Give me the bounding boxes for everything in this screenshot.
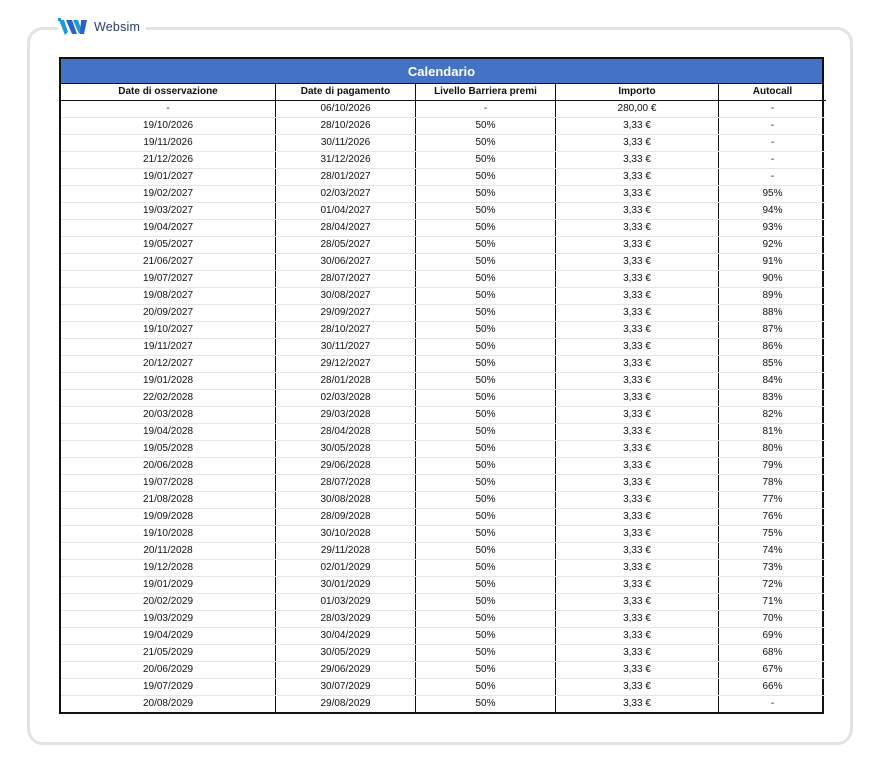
cell-payment-date: 28/10/2027 <box>276 322 416 339</box>
cell-barrier-level: 50% <box>416 356 556 373</box>
cell-amount: 3,33 € <box>556 186 719 203</box>
cell-observation-date: 21/06/2027 <box>61 254 276 271</box>
cell-amount: 3,33 € <box>556 441 719 458</box>
cell-payment-date: 30/05/2029 <box>276 645 416 662</box>
cell-amount: 280,00 € <box>556 101 719 118</box>
cell-barrier-level: 50% <box>416 424 556 441</box>
cell-observation-date: 19/01/2029 <box>61 577 276 594</box>
cell-barrier-level: 50% <box>416 577 556 594</box>
cell-barrier-level: 50% <box>416 305 556 322</box>
cell-autocall: 70% <box>719 611 827 628</box>
cell-autocall: 89% <box>719 288 827 305</box>
cell-autocall: - <box>719 169 827 186</box>
cell-barrier-level: 50% <box>416 220 556 237</box>
cell-payment-date: 30/10/2028 <box>276 526 416 543</box>
cell-barrier-level: 50% <box>416 662 556 679</box>
cell-autocall: 71% <box>719 594 827 611</box>
table-row <box>61 628 826 645</box>
cell-observation-date: 21/12/2026 <box>61 152 276 169</box>
col-header-payment-date: Date di pagamento <box>276 84 416 101</box>
cell-amount: 3,33 € <box>556 373 719 390</box>
cell-autocall: 86% <box>719 339 827 356</box>
cell-autocall: 90% <box>719 271 827 288</box>
table-row <box>61 526 826 543</box>
cell-observation-date: 19/04/2029 <box>61 628 276 645</box>
cell-barrier-level: 50% <box>416 135 556 152</box>
cell-autocall: 76% <box>719 509 827 526</box>
cell-autocall: - <box>719 696 827 713</box>
cell-observation-date: 19/07/2027 <box>61 271 276 288</box>
table-row <box>61 679 826 696</box>
cell-autocall: 79% <box>719 458 827 475</box>
table-header-row <box>61 84 826 101</box>
calendar-sheet <box>59 57 824 714</box>
cell-observation-date: 19/08/2027 <box>61 288 276 305</box>
cell-autocall: 83% <box>719 390 827 407</box>
cell-autocall: 87% <box>719 322 827 339</box>
cell-amount: 3,33 € <box>556 152 719 169</box>
cell-payment-date: 29/11/2028 <box>276 543 416 560</box>
cell-autocall: 82% <box>719 407 827 424</box>
cell-amount: 3,33 € <box>556 390 719 407</box>
cell-barrier-level: 50% <box>416 169 556 186</box>
cell-observation-date: 19/10/2027 <box>61 322 276 339</box>
col-header-observation-date: Date di osservazione <box>61 84 276 101</box>
cell-observation-date: 20/12/2027 <box>61 356 276 373</box>
cell-amount: 3,33 € <box>556 560 719 577</box>
table-row <box>61 169 826 186</box>
table-row <box>61 356 826 373</box>
brand-name: Websim <box>94 20 141 34</box>
cell-payment-date: 29/06/2028 <box>276 458 416 475</box>
cell-payment-date: 29/03/2028 <box>276 407 416 424</box>
cell-autocall: 67% <box>719 662 827 679</box>
cell-payment-date: 28/01/2027 <box>276 169 416 186</box>
cell-autocall: 75% <box>719 526 827 543</box>
cell-amount: 3,33 € <box>556 203 719 220</box>
cell-amount: 3,33 € <box>556 475 719 492</box>
cell-observation-date: 19/03/2027 <box>61 203 276 220</box>
cell-amount: 3,33 € <box>556 339 719 356</box>
cell-observation-date: 19/05/2028 <box>61 441 276 458</box>
cell-observation-date: 20/06/2029 <box>61 662 276 679</box>
cell-observation-date: 19/04/2027 <box>61 220 276 237</box>
table-row <box>61 577 826 594</box>
cell-payment-date: 29/09/2027 <box>276 305 416 322</box>
cell-autocall: 69% <box>719 628 827 645</box>
cell-autocall: 84% <box>719 373 827 390</box>
cell-payment-date: 29/12/2027 <box>276 356 416 373</box>
cell-barrier-level: 50% <box>416 322 556 339</box>
cell-barrier-level: 50% <box>416 373 556 390</box>
cell-observation-date: 20/02/2029 <box>61 594 276 611</box>
table-row <box>61 322 826 339</box>
cell-autocall: 85% <box>719 356 827 373</box>
cell-amount: 3,33 € <box>556 645 719 662</box>
cell-payment-date: 28/03/2029 <box>276 611 416 628</box>
cell-payment-date: 28/01/2028 <box>276 373 416 390</box>
calendar-title: Calendario <box>61 59 822 84</box>
cell-amount: 3,33 € <box>556 407 719 424</box>
cell-autocall: - <box>719 101 827 118</box>
table-row <box>61 407 826 424</box>
cell-observation-date: 19/05/2027 <box>61 237 276 254</box>
cell-barrier-level: 50% <box>416 237 556 254</box>
cell-payment-date: 29/06/2029 <box>276 662 416 679</box>
cell-observation-date: 20/03/2028 <box>61 407 276 424</box>
cell-autocall: 91% <box>719 254 827 271</box>
cell-amount: 3,33 € <box>556 305 719 322</box>
cell-amount: 3,33 € <box>556 458 719 475</box>
cell-amount: 3,33 € <box>556 220 719 237</box>
cell-amount: 3,33 € <box>556 509 719 526</box>
cell-barrier-level: 50% <box>416 543 556 560</box>
cell-amount: 3,33 € <box>556 135 719 152</box>
table-row <box>61 560 826 577</box>
cell-barrier-level: 50% <box>416 458 556 475</box>
table-row <box>61 118 826 135</box>
cell-amount: 3,33 € <box>556 237 719 254</box>
cell-autocall: 92% <box>719 237 827 254</box>
cell-payment-date: 30/05/2028 <box>276 441 416 458</box>
table-row <box>61 441 826 458</box>
table-row <box>61 373 826 390</box>
cell-payment-date: 02/03/2027 <box>276 186 416 203</box>
table-row <box>61 458 826 475</box>
cell-observation-date: 21/05/2029 <box>61 645 276 662</box>
websim-logo[interactable] <box>58 17 146 37</box>
table-row <box>61 594 826 611</box>
cell-barrier-level: 50% <box>416 645 556 662</box>
cell-barrier-level: 50% <box>416 339 556 356</box>
cell-observation-date: 19/10/2028 <box>61 526 276 543</box>
cell-barrier-level: 50% <box>416 492 556 509</box>
cell-observation-date: - <box>61 101 276 118</box>
cell-observation-date: 20/11/2028 <box>61 543 276 560</box>
table-row <box>61 611 826 628</box>
cell-payment-date: 28/07/2027 <box>276 271 416 288</box>
cell-payment-date: 30/04/2029 <box>276 628 416 645</box>
cell-autocall: - <box>719 118 827 135</box>
cell-payment-date: 30/11/2026 <box>276 135 416 152</box>
cell-payment-date: 28/05/2027 <box>276 237 416 254</box>
cell-observation-date: 19/04/2028 <box>61 424 276 441</box>
cell-payment-date: 30/11/2027 <box>276 339 416 356</box>
cell-amount: 3,33 € <box>556 679 719 696</box>
cell-barrier-level: - <box>416 101 556 118</box>
cell-amount: 3,33 € <box>556 169 719 186</box>
cell-barrier-level: 50% <box>416 509 556 526</box>
cell-observation-date: 19/02/2027 <box>61 186 276 203</box>
table-row <box>61 696 826 713</box>
cell-payment-date: 28/09/2028 <box>276 509 416 526</box>
table-row <box>61 271 826 288</box>
cell-amount: 3,33 € <box>556 611 719 628</box>
cell-observation-date: 19/11/2027 <box>61 339 276 356</box>
cell-amount: 3,33 € <box>556 543 719 560</box>
cell-barrier-level: 50% <box>416 407 556 424</box>
calendar-table <box>61 84 826 712</box>
cell-barrier-level: 50% <box>416 288 556 305</box>
cell-observation-date: 20/06/2028 <box>61 458 276 475</box>
cell-barrier-level: 50% <box>416 679 556 696</box>
cell-autocall: 73% <box>719 560 827 577</box>
cell-observation-date: 19/11/2026 <box>61 135 276 152</box>
cell-barrier-level: 50% <box>416 441 556 458</box>
cell-amount: 3,33 € <box>556 628 719 645</box>
cell-amount: 3,33 € <box>556 424 719 441</box>
cell-barrier-level: 50% <box>416 594 556 611</box>
cell-payment-date: 29/08/2029 <box>276 696 416 713</box>
cell-observation-date: 20/09/2027 <box>61 305 276 322</box>
cell-observation-date: 19/10/2026 <box>61 118 276 135</box>
cell-amount: 3,33 € <box>556 118 719 135</box>
cell-barrier-level: 50% <box>416 696 556 713</box>
cell-observation-date: 19/07/2028 <box>61 475 276 492</box>
table-row <box>61 135 826 152</box>
cell-payment-date: 28/04/2028 <box>276 424 416 441</box>
table-row <box>61 203 826 220</box>
cell-autocall: 78% <box>719 475 827 492</box>
cell-amount: 3,33 € <box>556 594 719 611</box>
cell-barrier-level: 50% <box>416 152 556 169</box>
cell-autocall: 93% <box>719 220 827 237</box>
cell-payment-date: 30/08/2027 <box>276 288 416 305</box>
table-row <box>61 424 826 441</box>
cell-autocall: 77% <box>719 492 827 509</box>
cell-payment-date: 06/10/2026 <box>276 101 416 118</box>
cell-payment-date: 30/01/2029 <box>276 577 416 594</box>
col-header-barrier-level: Livello Barriera premi <box>416 84 556 101</box>
cell-observation-date: 19/12/2028 <box>61 560 276 577</box>
cell-payment-date: 30/07/2029 <box>276 679 416 696</box>
cell-amount: 3,33 € <box>556 492 719 509</box>
table-row <box>61 543 826 560</box>
table-row <box>61 220 826 237</box>
table-row <box>61 101 826 118</box>
cell-barrier-level: 50% <box>416 271 556 288</box>
table-row <box>61 390 826 407</box>
cell-observation-date: 20/08/2029 <box>142 698 194 709</box>
cell-barrier-level: 50% <box>416 118 556 135</box>
cell-payment-date: 30/08/2028 <box>276 492 416 509</box>
cell-payment-date: 28/04/2027 <box>276 220 416 237</box>
col-header-autocall: Autocall <box>719 84 827 101</box>
cell-amount: 3,33 € <box>556 662 719 679</box>
cell-barrier-level: 50% <box>416 560 556 577</box>
cell-barrier-level: 50% <box>416 186 556 203</box>
cell-payment-date: 02/03/2028 <box>276 390 416 407</box>
cell-barrier-level: 50% <box>416 526 556 543</box>
cell-barrier-level: 50% <box>416 475 556 492</box>
cell-amount: 3,33 € <box>556 577 719 594</box>
cell-payment-date: 30/06/2027 <box>276 254 416 271</box>
cell-amount: 3,33 € <box>556 322 719 339</box>
cell-autocall: 80% <box>719 441 827 458</box>
cell-autocall: 72% <box>719 577 827 594</box>
cell-payment-date: 01/04/2027 <box>276 203 416 220</box>
cell-payment-date: 02/01/2029 <box>276 560 416 577</box>
websim-w-logo-icon <box>58 17 92 37</box>
cell-barrier-level: 50% <box>416 611 556 628</box>
table-row <box>61 152 826 169</box>
cell-amount: 3,33 € <box>556 254 719 271</box>
cell-observation-date: 21/08/2028 <box>61 492 276 509</box>
cell-autocall: 95% <box>719 186 827 203</box>
cell-autocall: 81% <box>719 424 827 441</box>
cell-payment-date: 28/07/2028 <box>276 475 416 492</box>
table-row <box>61 645 826 662</box>
cell-barrier-level: 50% <box>416 628 556 645</box>
cell-amount: 3,33 € <box>556 356 719 373</box>
cell-autocall: 66% <box>719 679 827 696</box>
cell-amount: 3,33 € <box>556 288 719 305</box>
cell-observation-date: 19/01/2028 <box>61 373 276 390</box>
cell-observation-date: 22/02/2028 <box>61 390 276 407</box>
table-row <box>61 475 826 492</box>
cell-amount: 3,33 € <box>556 271 719 288</box>
cell-amount: 3,33 € <box>556 526 719 543</box>
cell-observation-date: 19/07/2029 <box>61 679 276 696</box>
cell-observation-date: 19/01/2027 <box>61 169 276 186</box>
table-row <box>61 305 826 322</box>
table-row <box>61 186 826 203</box>
cell-autocall: 94% <box>719 203 827 220</box>
cell-barrier-level: 50% <box>416 254 556 271</box>
cell-autocall: 68% <box>719 645 827 662</box>
cell-autocall: 88% <box>719 305 827 322</box>
cell-payment-date: 31/12/2026 <box>276 152 416 169</box>
table-row <box>61 288 826 305</box>
cell-observation-date: 19/03/2029 <box>61 611 276 628</box>
cell-autocall: - <box>719 135 827 152</box>
col-header-amount: Importo <box>556 84 719 101</box>
table-row <box>61 237 826 254</box>
table-row <box>61 662 826 679</box>
cell-payment-date: 28/10/2026 <box>276 118 416 135</box>
cell-amount: 3,33 € <box>556 696 719 713</box>
cell-payment-date: 01/03/2029 <box>276 594 416 611</box>
cell-barrier-level: 50% <box>416 390 556 407</box>
table-row <box>61 254 826 271</box>
table-row <box>61 509 826 526</box>
table-row <box>61 492 826 509</box>
table-row <box>61 339 826 356</box>
cell-barrier-level: 50% <box>416 203 556 220</box>
cell-autocall: - <box>719 152 827 169</box>
cell-observation-date: 19/09/2028 <box>61 509 276 526</box>
cell-autocall: 74% <box>719 543 827 560</box>
